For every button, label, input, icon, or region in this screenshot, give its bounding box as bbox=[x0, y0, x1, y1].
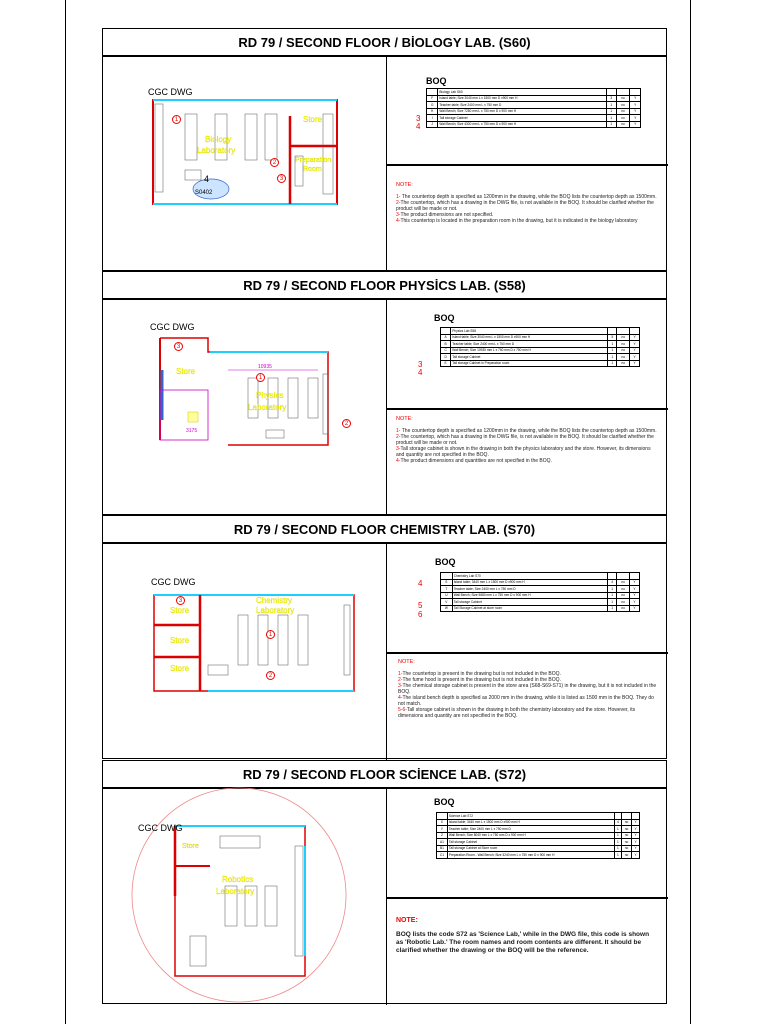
callout-1: 1 bbox=[256, 373, 265, 382]
callout-1: 1 bbox=[172, 115, 181, 124]
table-row: I Tall storage Cabinet 1 no Y bbox=[427, 115, 641, 122]
table-row: W Tall Storage Cabinet at store room 1 no Y bbox=[441, 605, 640, 612]
note-line: 2-The fume hood is present in the drawing but is not included in the BOQ. bbox=[398, 677, 561, 683]
boq-table-chemistry bbox=[440, 572, 640, 612]
science-floor-plan bbox=[130, 786, 350, 1006]
svg-text:3175: 3175 bbox=[186, 428, 198, 434]
svg-text:S0402: S0402 bbox=[195, 190, 213, 196]
table-row: T Teacher table; Size 2400 mm L x 750 mm D 1 no Y bbox=[441, 586, 640, 593]
note-line: 3-Tall storage cabinet is shown in the drawing in both the physics laboratory and the store. However, its dimensions and quantity are not specified in the BOQ. bbox=[396, 446, 651, 458]
boq-label: BOQ bbox=[434, 313, 455, 323]
note-line: 3-The product dimensions are not specified. bbox=[396, 212, 494, 218]
note-line: 1- The countertop depth is specified as 1200mm in the drawing, while the BOQ lists the countertop depth as 1500mm. bbox=[396, 428, 657, 434]
callout-1: 1 bbox=[266, 630, 275, 639]
boq-table-biology bbox=[426, 88, 641, 128]
callout-2: 2 bbox=[266, 671, 275, 680]
svg-text:Store: Store bbox=[170, 636, 190, 645]
marker-4: 4 bbox=[418, 579, 423, 588]
table-row: Z Wall Bench; Size 8040 mm L x 750 mm D x 900 mm H 1 no Y bbox=[437, 832, 640, 839]
note-line: 2-The countertop, which has a drawing in the DWG file, is not available in the BOQ. It should be clarified whether the product will be made or not. bbox=[396, 434, 654, 446]
note-line: 2-The countertop, which has a drawing in the DWG file, is not available in the BOQ. It should be clarified whether the product will be made or not. bbox=[396, 200, 654, 212]
table-row: B1 Tall storage Cabinet at Store room 1 no Y bbox=[437, 845, 640, 852]
marker-3: 3 bbox=[416, 114, 421, 123]
svg-text:Laboratory: Laboratory bbox=[248, 403, 287, 412]
svg-text:Room: Room bbox=[303, 166, 322, 173]
note-line: 4-This countertop is located in the preparation room in the drawing, but it is indicated in the biology laboratory bbox=[396, 218, 638, 224]
table-row: A1 Tall storage Cabinet 1 no Y bbox=[437, 839, 640, 846]
svg-text:Chemistry: Chemistry bbox=[256, 596, 293, 605]
callout-3: 3 bbox=[277, 174, 286, 183]
table-row: D Tall storage Cabinet 1 no Y bbox=[441, 354, 640, 361]
section-title-science: RD 79 / SECOND FLOOR SCİENCE LAB. (S72) bbox=[102, 760, 667, 788]
table-row: S Island table; 3440 mm L x 1500 mm D x900 mm H 4 no Y bbox=[441, 579, 640, 586]
cgc-dwg-label: CGC DWG bbox=[148, 87, 193, 97]
table-row: E Tall storage Cabinet in Preparation room 1 no Y bbox=[441, 360, 640, 367]
boq-table-physics bbox=[440, 327, 640, 367]
note-line: 3-The chemical storage cabinet is present in the store area (S68-S69-S71) in the drawing, but it is not included in the BOQ. bbox=[398, 683, 657, 695]
notes-physics bbox=[396, 416, 658, 464]
notes-chemistry bbox=[398, 659, 660, 719]
table-header: Chemistry Lab S70 bbox=[452, 573, 607, 580]
svg-text:4: 4 bbox=[204, 174, 210, 184]
marker-3: 3 bbox=[418, 360, 423, 369]
note-title: NOTE: bbox=[396, 416, 413, 422]
section-title-physics: RD 79 / SECOND FLOOR PHYSİCS LAB. (S58) bbox=[102, 271, 667, 299]
svg-text:10935: 10935 bbox=[258, 364, 272, 370]
svg-text:Store: Store bbox=[182, 843, 199, 850]
section-title-chemistry: RD 79 / SECOND FLOOR CHEMISTRY LAB. (S70) bbox=[102, 515, 667, 543]
section-title-biology: RD 79 / SECOND FLOOR / BİOLOGY LAB. (S60) bbox=[102, 28, 667, 56]
cgc-dwg-label: CGC DWG bbox=[151, 577, 196, 587]
marker-4: 4 bbox=[418, 368, 423, 377]
table-row: U Wall Bench; Size 5680 mm L x 750 mm D x 900 mm H 1 no Y bbox=[441, 592, 640, 599]
marker-6: 6 bbox=[418, 610, 423, 619]
table-row: J Wall Bench; Size 4300 mm L x 750 mm D x 900 mm H 1 no Y bbox=[427, 121, 641, 128]
marker-5: 5 bbox=[418, 601, 423, 610]
table-row: A Island table; Size 3040 mm L x 1500 mm D x900 mm H 5 no Y bbox=[441, 334, 640, 341]
table-row: H Wall Bench; Size 7280 mm L x 750 mm D x 900 mm H 1 no Y bbox=[427, 108, 641, 115]
boq-label: BOQ bbox=[434, 797, 455, 807]
svg-text:Store: Store bbox=[176, 367, 196, 376]
note-line: 1-The countertop is present in the drawing but is not included in the BOQ. bbox=[398, 671, 561, 677]
svg-text:Laboratory: Laboratory bbox=[256, 606, 295, 615]
boq-label: BOQ bbox=[426, 76, 447, 86]
biology-floor-plan bbox=[145, 96, 345, 211]
notes-science bbox=[396, 917, 658, 955]
svg-text:Physics: Physics bbox=[256, 391, 284, 400]
note-title: NOTE: bbox=[396, 917, 418, 924]
svg-text:Store: Store bbox=[170, 606, 190, 615]
cgc-dwg-label: CGC DWG bbox=[150, 322, 195, 332]
svg-text:Store: Store bbox=[170, 664, 190, 673]
callout-3: 3 bbox=[176, 596, 185, 605]
notes-biology bbox=[396, 182, 658, 224]
note-line: 1- The countertop depth is specified as 1200mm in the drawing, while the BOQ lists the countertop depth as 1500mm. bbox=[396, 194, 657, 200]
callout-2: 2 bbox=[342, 419, 351, 428]
note-line: 4-The product dimensions and quantities are not specified in the BOQ. bbox=[396, 458, 552, 464]
marker-4: 4 bbox=[416, 122, 421, 131]
boq-label: BOQ bbox=[435, 557, 456, 567]
svg-text:Preparation: Preparation bbox=[295, 157, 332, 164]
callout-3: 3 bbox=[174, 342, 183, 351]
table-header: Biology Lab S60 bbox=[438, 89, 606, 96]
table-header: Physics Lab S58 bbox=[451, 328, 608, 335]
table-header: Science Lab S72 bbox=[447, 813, 614, 820]
table-row: C1 Preparation Room - Wall Bench; Size 3240 mm L x 750 mm D x 900 mm H 1 no Y bbox=[437, 852, 640, 859]
table-row: B Teacher table; Size 2400 mm L x 750 mm D 1 no Y bbox=[441, 341, 640, 348]
table-row: G Teacher table; Size 2400 mm L x 750 mm D 1 no Y bbox=[427, 102, 641, 109]
svg-text:Store: Store bbox=[303, 115, 323, 124]
note-line: BOQ lists the code S72 as 'Science Lab,' while in the DWG file, this code is shown as 'Robotic Lab.' The room names and room contents are different. It should be clarified whether the drawing or the BOQ will be the reference. bbox=[396, 931, 650, 954]
boq-table-science bbox=[436, 812, 640, 859]
table-row: V Tall storage Cabinet 1 no Y bbox=[441, 599, 640, 606]
callout-2: 2 bbox=[270, 158, 279, 167]
svg-text:Laboratory: Laboratory bbox=[216, 887, 255, 896]
table-row: C Wall Bench; Size 10935 mm L x 750 mm D x 750 mm H 1 no Y bbox=[441, 347, 640, 354]
svg-text:Laboratory: Laboratory bbox=[197, 146, 236, 155]
table-row: Y Teacher table; Size 2400 mm L x 750 mm D 1 no Y bbox=[437, 826, 640, 833]
note-line: 5-6-Tall storage cabinet is shown in the drawing in both the chemistry laboratory and the store. However, its dimensions and quantity are not specified in the BOQ. bbox=[398, 707, 636, 719]
table-row: F Island table; Size 3040 mm L x 1500 mm D x900 mm H 3 no Y bbox=[427, 95, 641, 102]
cgc-dwg-label: CGC DWG bbox=[138, 823, 183, 833]
note-title: NOTE: bbox=[398, 659, 415, 665]
note-line: 4-The island bench depth is specified as 2000 mm in the drawing, while it is listed as 1500 mm in the BOQ. They do not match. bbox=[398, 695, 654, 707]
table-row: X Island table; 3440 mm L x 1500 mm D x900 mm H 4 no Y bbox=[437, 819, 640, 826]
note-title: NOTE: bbox=[396, 182, 413, 188]
svg-text:Biology: Biology bbox=[205, 135, 232, 144]
svg-text:Robotics: Robotics bbox=[222, 875, 254, 884]
